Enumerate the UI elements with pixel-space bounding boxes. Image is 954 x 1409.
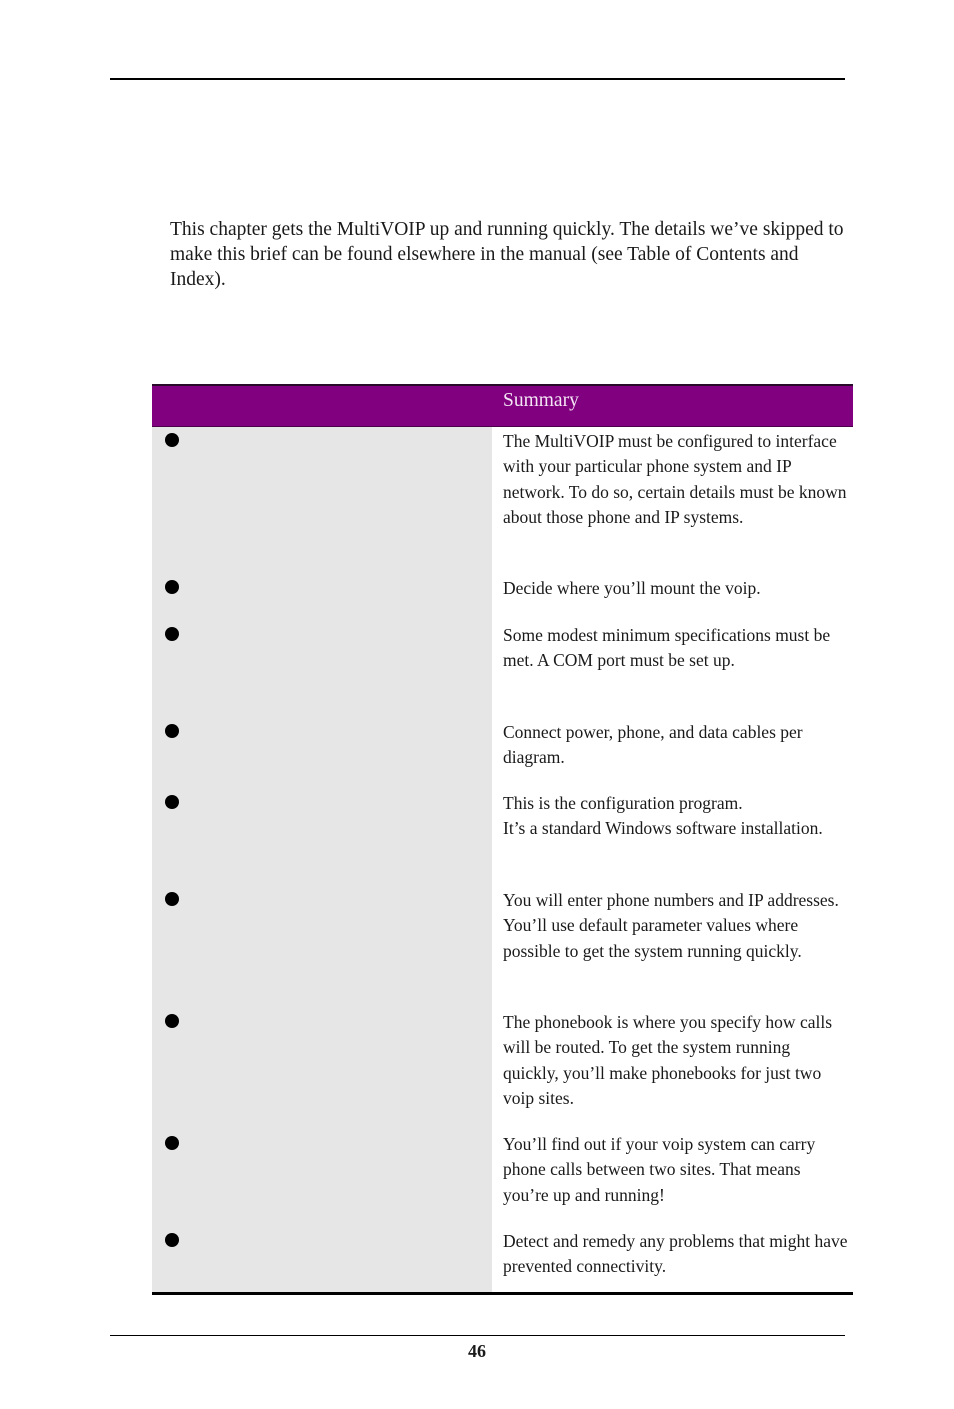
- step-summary: Some modest minimum specifications must be met. A COM port must be set up.: [503, 625, 831, 671]
- step-summary: Connect power, phone, and data cables per diagram.: [503, 722, 803, 768]
- step-summary: You will enter phone numbers and IP addresses. You’ll use default parameter values where possible to get the system running quickly.: [503, 890, 839, 961]
- page-number: 46: [468, 1341, 486, 1361]
- step-summary: The phonebook is where you specify how calls will be routed. To get the system running quickly, you’ll make phonebooks for just two voip sites.: [503, 1012, 833, 1109]
- table-header-summary: Summary: [503, 390, 579, 411]
- bullet-icon: [165, 724, 179, 738]
- step-summary: Detect and remedy any problems that might have prevented connectivity.: [503, 1231, 848, 1277]
- bullet-icon: [165, 1136, 179, 1150]
- step-summary: You’ll find out if your voip system can carry phone calls between two sites. That means you’re up and running!: [503, 1134, 816, 1205]
- header-rule: [110, 78, 845, 80]
- intro-paragraph: This chapter gets the MultiVOIP up and running quickly. The details we’ve skipped to make this brief can be found elsewhere in the manual (see Table of Contents and Index).: [170, 219, 844, 290]
- table-header-step-cell: [152, 386, 492, 426]
- footer-rule: [110, 1335, 845, 1336]
- step-column: [152, 427, 492, 1292]
- table-body: [152, 427, 853, 1292]
- bullet-icon: [165, 1233, 179, 1247]
- table-header: [152, 386, 853, 427]
- quick-start-steps-table: [152, 384, 853, 1295]
- step-summary: The MultiVOIP must be configured to interface with your particular phone system and IP network. To do so, certain details must be known about those phone and IP systems.: [503, 431, 847, 528]
- bullet-icon: [165, 627, 179, 641]
- step-summary: This is the configuration program. It’s a standard Windows software installation.: [503, 793, 823, 839]
- bullet-icon: [165, 1014, 179, 1028]
- bullet-icon: [165, 580, 179, 594]
- step-summary: Decide where you’ll mount the voip.: [503, 578, 761, 598]
- bullet-icon: [165, 433, 179, 447]
- summary-column: [492, 427, 853, 1292]
- bullet-icon: [165, 892, 179, 906]
- bullet-icon: [165, 795, 179, 809]
